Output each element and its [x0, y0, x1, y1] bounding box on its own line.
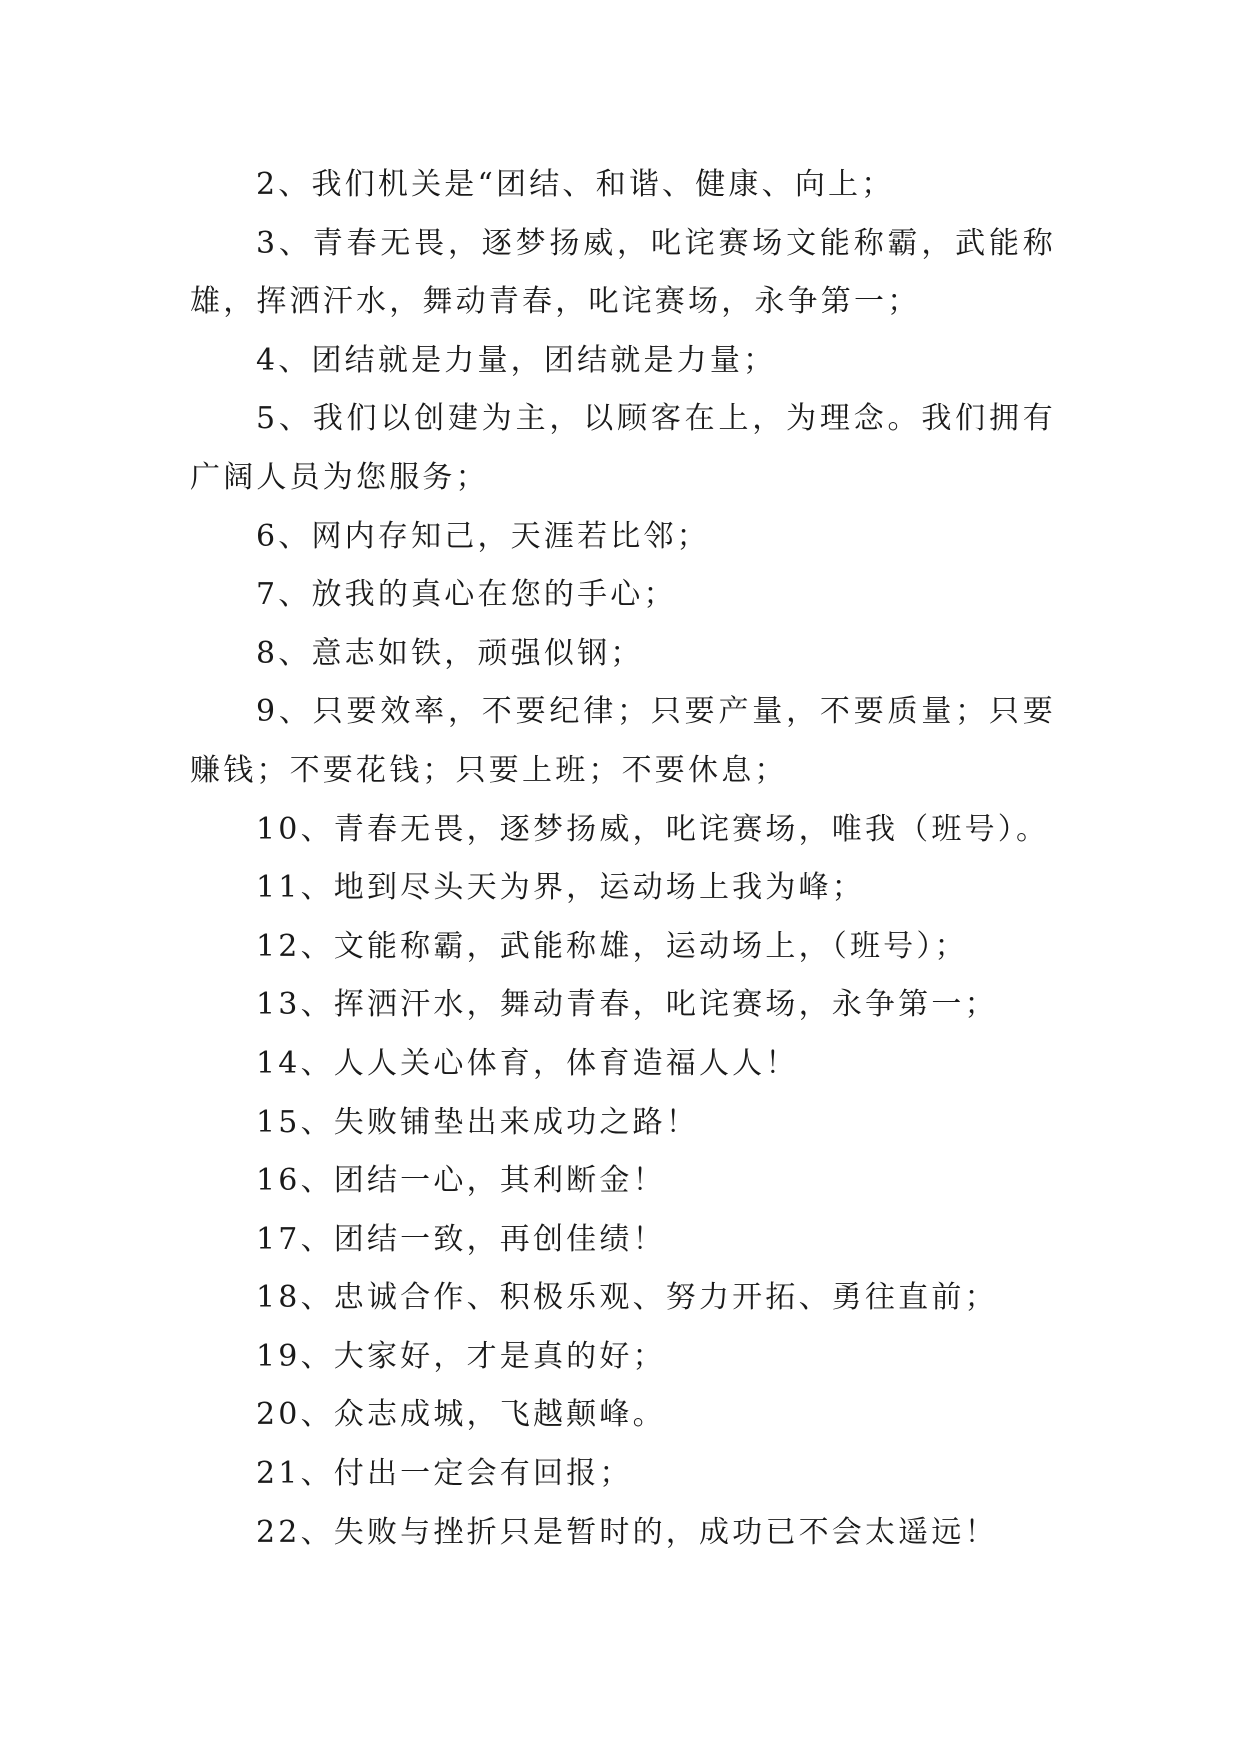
list-item: 5、我们以创建为主，以顾客在上，为理念。我们拥有广阔人员为您服务；	[190, 401, 1056, 495]
list-item: 22、失败与挫折只是暂时的，成功已不会太遥远！	[256, 1514, 998, 1550]
list-item: 6、网内存知己，天涯若比邻；	[256, 518, 710, 554]
list-item: 4、团结就是力量，团结就是力量；	[256, 342, 777, 378]
list-item: 9、只要效率，不要纪律；只要产量，不要质量；只要赚钱；不要花钱；只要上班；不要休息；	[190, 694, 1056, 788]
list-item: 16、团结一心，其利断金！	[256, 1163, 666, 1199]
list-item: 12、文能称霸，武能称雄，运动场上，（班号）；	[256, 928, 968, 964]
list-item: 20、众志成城，飞越颠峰。	[256, 1397, 666, 1433]
list-item: 15、失败铺垫出来成功之路！	[256, 1104, 699, 1140]
list-item: 21、付出一定会有回报；	[256, 1456, 633, 1492]
list-item: 14、人人关心体育，体育造福人人！	[256, 1045, 799, 1081]
list-item: 8、意志如铁，顽强似钢；	[256, 635, 644, 671]
list-item: 19、大家好，才是真的好；	[256, 1338, 666, 1374]
list-item: 11、地到尽头天为界，运动场上我为峰；	[256, 870, 865, 906]
list-item: 13、挥洒汗水，舞动青春，叱诧赛场，永争第一；	[256, 987, 998, 1023]
list-item: 10、青春无畏，逐梦扬威，叱诧赛场，唯我（班号）。	[256, 811, 1050, 847]
list-item: 18、忠诚合作、积极乐观、努力开拓、勇往直前；	[256, 1280, 998, 1316]
list-item: 17、团结一致，再创佳绩！	[256, 1221, 666, 1257]
list-item: 3、青春无畏，逐梦扬威，叱诧赛场文能称霸，武能称雄，挥洒汗水，舞动青春，叱诧赛场，永争第一；	[190, 225, 1056, 320]
slogan-list	[190, 156, 1056, 1562]
list-item: 7、放我的真心在您的手心；	[256, 577, 677, 613]
list-item: 2、我们机关是“团结、和谐、健康、向上；	[256, 167, 895, 202]
